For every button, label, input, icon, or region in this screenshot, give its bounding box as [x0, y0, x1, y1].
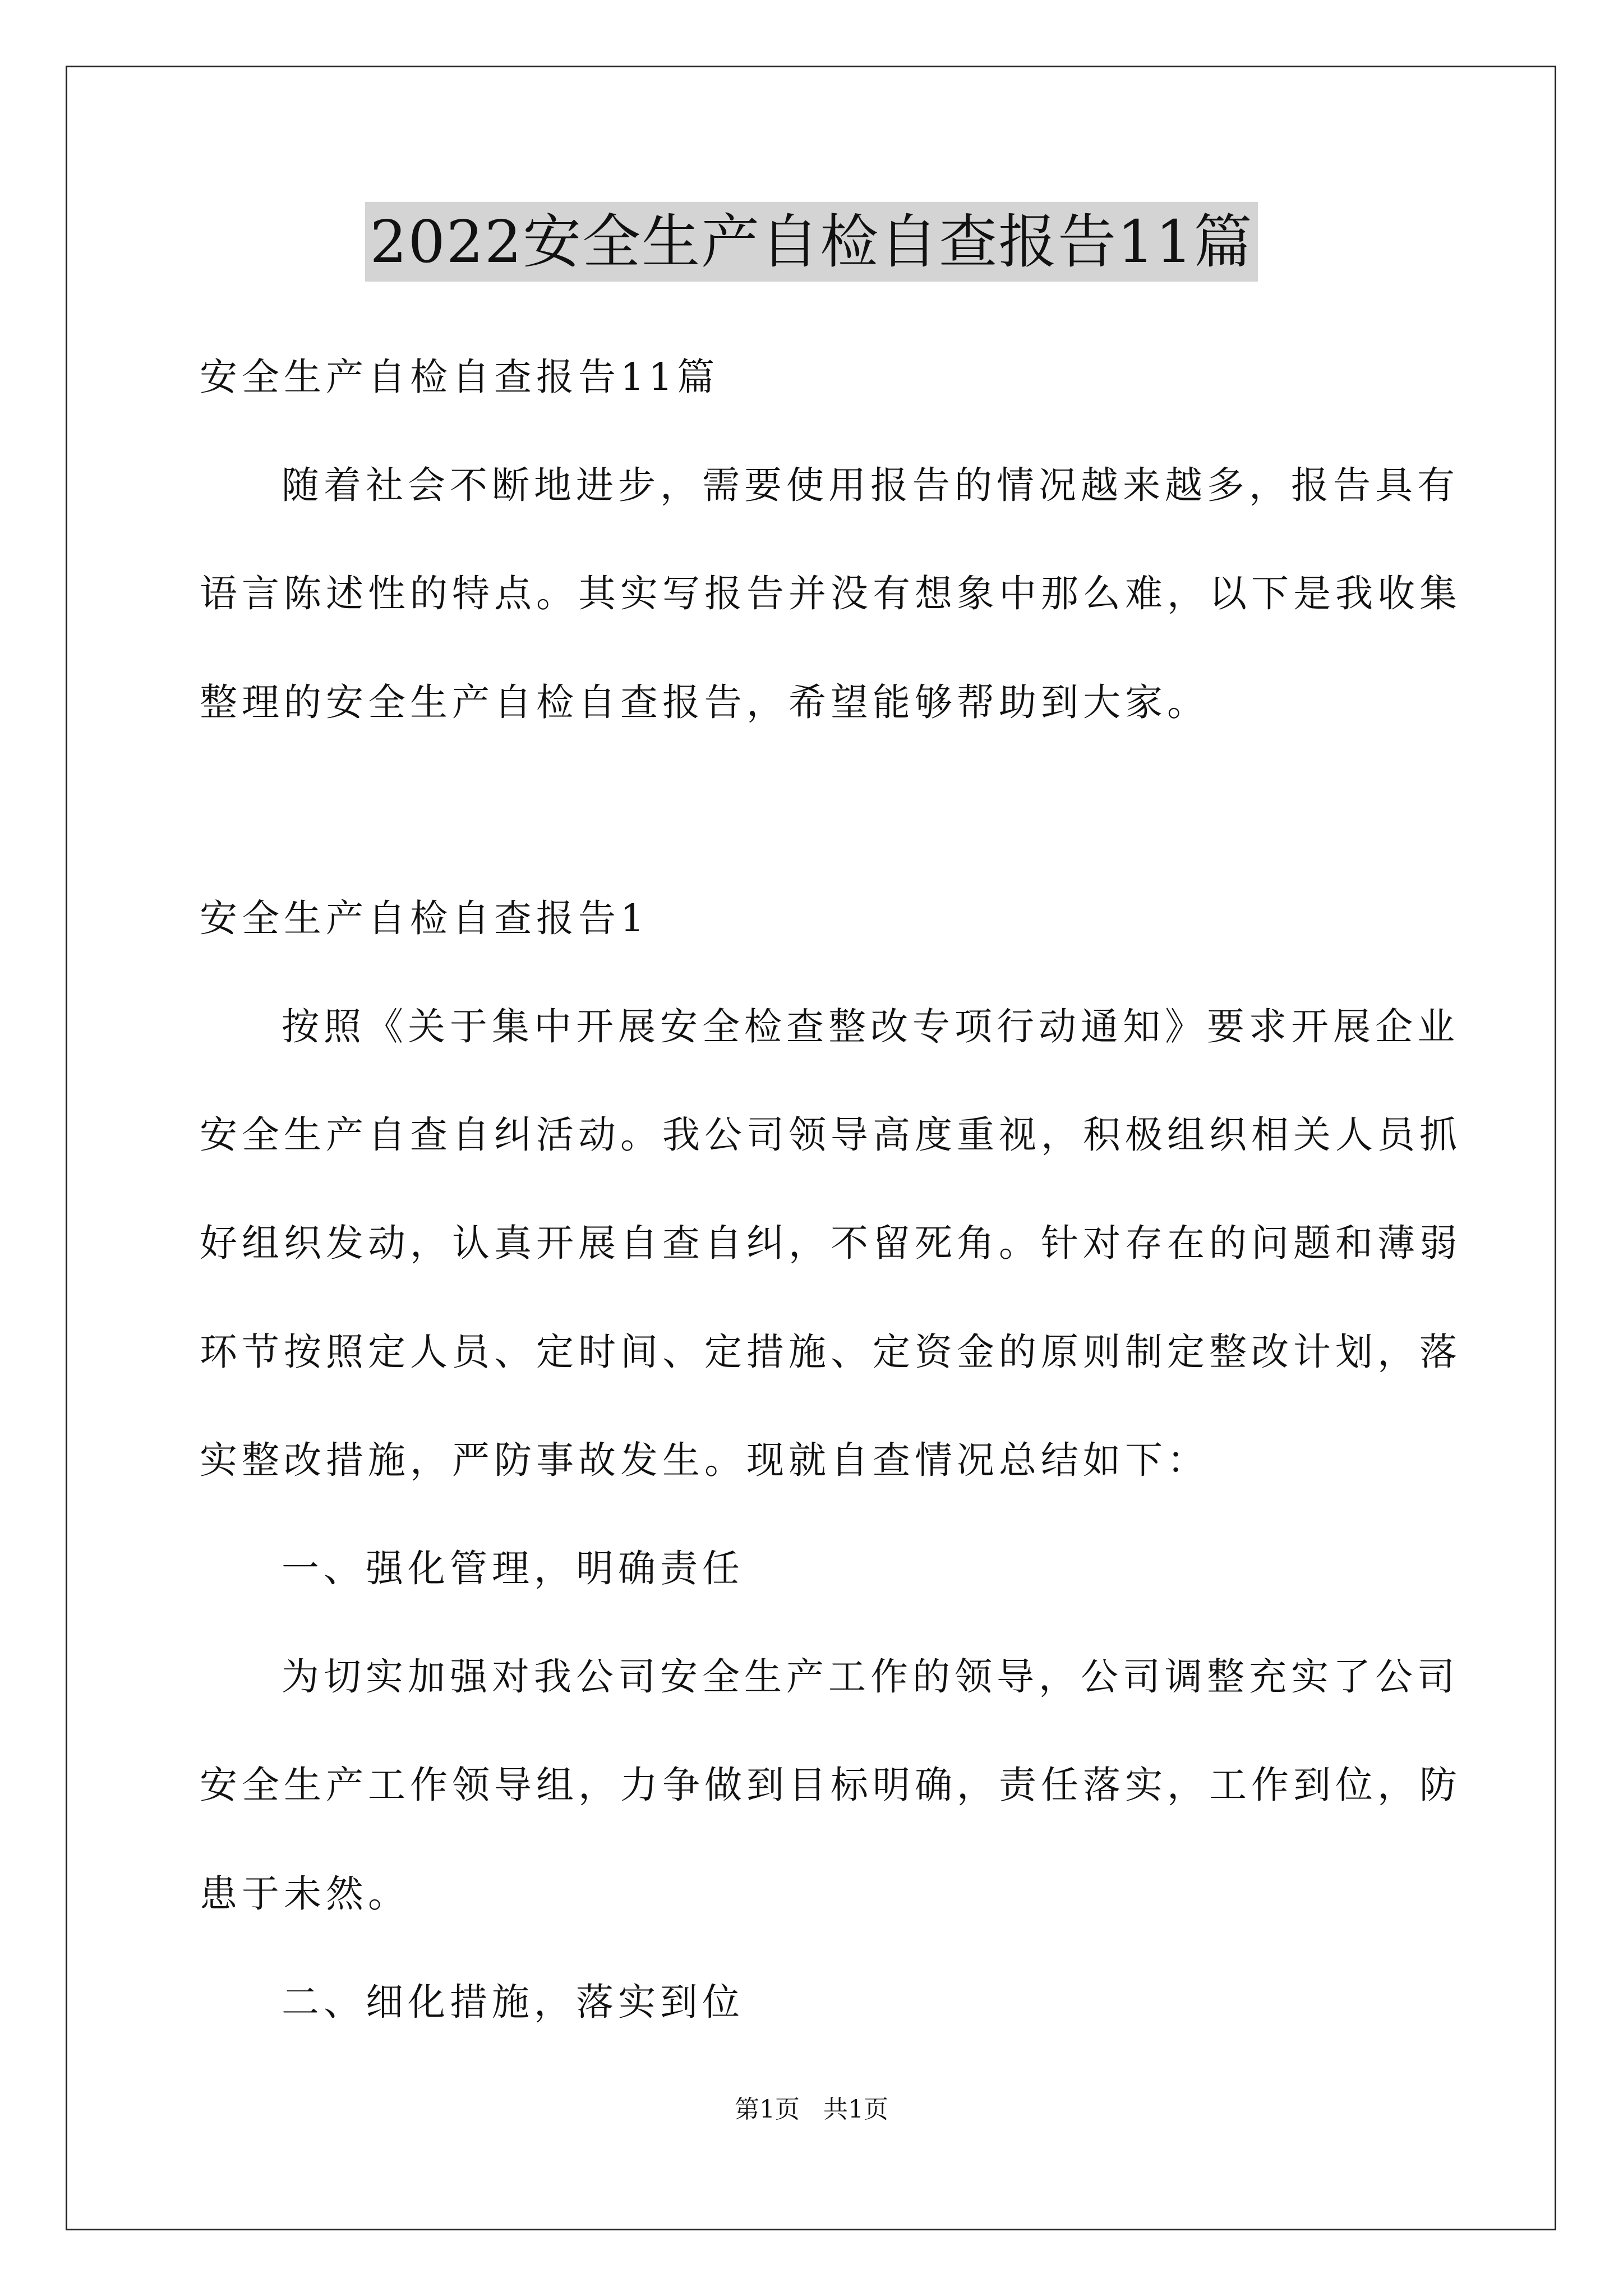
- body-1-line-1: 按照《关于集中开展安全检查整改专项行动通知》要求开展企业: [282, 1005, 1459, 1048]
- body-2-line-1: 为切实加强对我公司安全生产工作的领导，公司调整充实了公司: [282, 1655, 1459, 1699]
- point-1-heading: 一、强化管理，明确责任: [282, 1547, 744, 1590]
- body-1-line-2: 安全生产自查自纠活动。我公司领导高度重视，积极组织相关人员抓: [200, 1113, 1461, 1157]
- body-1-line-4: 环节按照定人员、定时间、定措施、定资金的原则制定整改计划，落: [200, 1330, 1461, 1374]
- body-1-line-5: 实整改措施，严防事故发生。现就自查情况总结如下：: [200, 1438, 1209, 1482]
- intro-line-2: 语言陈述性的特点。其实写报告并没有想象中那么难，以下是我收集: [200, 572, 1461, 615]
- document-subtitle: 安全生产自检自查报告11篇: [200, 355, 720, 399]
- point-2-heading: 二、细化措施，落实到位: [282, 1980, 744, 2024]
- intro-line-3: 整理的安全生产自检自查报告，希望能够帮助到大家。: [200, 680, 1209, 724]
- document-title: 2022安全生产自检自查报告11篇: [365, 202, 1257, 282]
- intro-line-1: 随着社会不断地进步，需要使用报告的情况越来越多，报告具有: [282, 463, 1459, 507]
- title-container: [0, 202, 1623, 282]
- body-2-line-2: 安全生产工作领导组，力争做到目标明确，责任落实，工作到位，防: [200, 1763, 1461, 1807]
- page-footer: 第1页 共1页: [735, 2095, 888, 2124]
- body-1-line-3: 好组织发动，认真开展自查自纠，不留死角。针对存在的问题和薄弱: [200, 1221, 1461, 1265]
- body-2-line-3: 患于未然。: [200, 1872, 410, 1916]
- section-heading: 安全生产自检自查报告1: [200, 896, 649, 940]
